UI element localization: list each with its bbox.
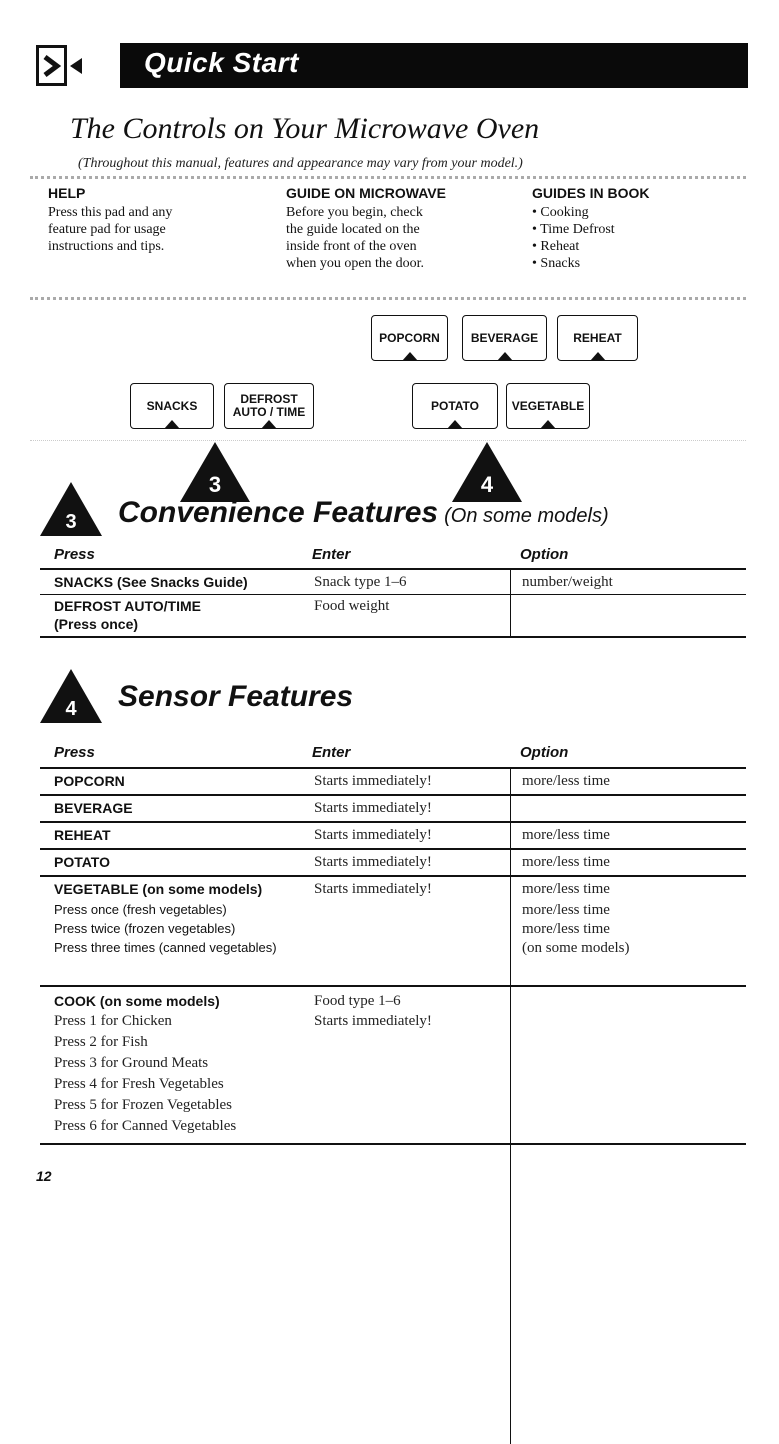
conv-row-option: number/weight: [522, 574, 613, 590]
conv-row-press: DEFROST AUTO/TIME: [54, 598, 201, 614]
help-column: [48, 185, 172, 255]
sensor-row-enter: Starts immediately!: [314, 881, 432, 897]
sensor-row-option: more/less time: [522, 773, 610, 789]
defrost-key[interactable]: [224, 383, 314, 429]
sensor-row-rule: [40, 794, 746, 796]
sensor-row-enter: Starts immediately!: [314, 827, 432, 843]
guide-line: inside front of the oven: [286, 239, 417, 254]
guides-column: [532, 185, 649, 272]
vegetable-sub-line: Press twice (frozen vegetables): [54, 921, 236, 936]
guide-line: the guide located on the: [286, 222, 420, 237]
conv-row-press: SNACKS (See Snacks Guide): [54, 574, 248, 590]
sensor-row-option: more/less time: [522, 854, 610, 870]
sensor-row-enter: Starts immediately!: [314, 800, 432, 816]
sensor-head-option: Option: [520, 744, 569, 761]
sensor-row-press: REHEAT: [54, 827, 111, 843]
sensor-row-press: POPCORN: [54, 773, 125, 789]
sensor-row-press: VEGETABLE (on some models): [54, 881, 263, 897]
sensor-head-enter: Enter: [312, 744, 351, 761]
conv-row-press-sub: (Press once): [54, 616, 139, 632]
reheat-key-label: REHEAT: [573, 330, 622, 345]
beverage-key-label: BEVERAGE: [470, 330, 539, 345]
conv-row-enter: Food weight: [314, 598, 390, 614]
info-box: [30, 176, 746, 300]
sensor-row-rule: [40, 875, 746, 877]
sensor-title-text: Sensor Features: [118, 680, 354, 713]
cook-line: Press 1 for Chicken: [54, 1013, 172, 1029]
guides-item: • Reheat: [532, 239, 580, 254]
guide-line: Before you begin, check: [286, 205, 423, 220]
guides-item: • Cooking: [532, 205, 589, 220]
vegetable-key-label: VEGETABLE: [511, 398, 585, 413]
convenience-row-rule: [40, 594, 746, 595]
cook-line: Press 3 for Ground Meats: [54, 1055, 209, 1071]
defrost-key-label-1: DEFROST: [240, 392, 298, 406]
convenience-head-press: Press: [54, 546, 95, 563]
page-title: The Controls on Your Microwave Oven: [70, 112, 540, 145]
sensor-row-option: more/less time: [522, 881, 610, 897]
vegetable-opt-line: more/less time: [522, 902, 610, 918]
sensor-row-rule: [40, 821, 746, 823]
vegetable-sub-line: Press once (fresh vegetables): [54, 902, 227, 917]
sensor-rule: [40, 767, 746, 769]
snacks-key-label: SNACKS: [146, 398, 198, 413]
guide-line: when you open the door.: [286, 256, 425, 271]
section-4-label: 4: [65, 698, 77, 720]
sensor-title: [118, 680, 353, 714]
beverage-key[interactable]: [462, 315, 547, 361]
guide-heading: GUIDE ON MICROWAVE: [286, 185, 446, 201]
badge-4-label: 4: [480, 472, 494, 497]
oven-arrow-icon: [36, 45, 86, 87]
sensor-divider: [510, 768, 511, 1444]
convenience-divider: [510, 569, 511, 637]
guides-item: • Time Defrost: [532, 222, 615, 237]
sensor-row-press: POTATO: [54, 854, 110, 870]
section-3-label: 3: [65, 511, 77, 533]
page-number: 12: [36, 1168, 52, 1184]
sensor-row-enter: Starts immediately!: [314, 773, 432, 789]
sensor-row-enter: Starts immediately!: [314, 854, 432, 870]
cook-line: Press 2 for Fish: [54, 1034, 148, 1050]
page-subtitle: (Throughout this manual, features and appearance may vary from your model.): [78, 156, 523, 171]
conv-row-enter: Snack type 1–6: [314, 574, 407, 590]
vegetable-sub-line: Press three times (canned vegetables): [54, 940, 277, 955]
badge-3-label: 3: [208, 472, 222, 497]
vegetable-key[interactable]: [506, 383, 590, 429]
header-title: Quick Start: [144, 47, 299, 78]
sensor-head-press: Press: [54, 744, 95, 761]
vegetable-opt-line: (on some models): [522, 940, 630, 956]
sensor-row-rule: [40, 848, 746, 850]
defrost-key-label-2: AUTO / TIME: [232, 405, 306, 419]
cook-press: COOK (on some models): [54, 993, 220, 1009]
convenience-head-option: Option: [520, 546, 569, 563]
help-heading: HELP: [48, 185, 86, 201]
guides-heading: GUIDES IN BOOK: [532, 185, 650, 201]
header-bar: [120, 43, 748, 88]
cook-line: Press 4 for Fresh Vegetables: [54, 1076, 224, 1092]
cook-enter-line: Food type 1–6: [314, 993, 401, 1009]
cook-enter-line: Starts immediately!: [314, 1013, 432, 1029]
popcorn-key[interactable]: [371, 315, 448, 361]
guides-item: • Snacks: [532, 256, 581, 271]
potato-key-label: POTATO: [431, 398, 479, 413]
convenience-title: [118, 496, 609, 530]
vegetable-opt-line: more/less time: [522, 921, 610, 937]
convenience-head-enter: Enter: [312, 546, 351, 563]
help-line: instructions and tips.: [48, 239, 165, 254]
convenience-bottom-rule: [40, 636, 746, 638]
sensor-row-rule: [40, 985, 746, 987]
help-line: Press this pad and any: [48, 205, 173, 220]
popcorn-key-label: POPCORN: [379, 330, 440, 345]
convenience-rule: [40, 568, 746, 570]
potato-key[interactable]: [412, 383, 498, 429]
reheat-key[interactable]: [557, 315, 638, 361]
sensor-bottom-rule: [40, 1143, 746, 1145]
snacks-key[interactable]: [130, 383, 214, 429]
cook-line: Press 5 for Frozen Vegetables: [54, 1097, 233, 1113]
cook-line: Press 6 for Canned Vegetables: [54, 1118, 237, 1134]
convenience-title-text: Convenience Features: [118, 496, 439, 529]
sensor-row-press: BEVERAGE: [54, 800, 133, 816]
sensor-row-option: more/less time: [522, 827, 610, 843]
convenience-subtitle: (On some models): [444, 505, 609, 527]
guide-column: [286, 185, 446, 272]
help-line: feature pad for usage: [48, 222, 166, 237]
